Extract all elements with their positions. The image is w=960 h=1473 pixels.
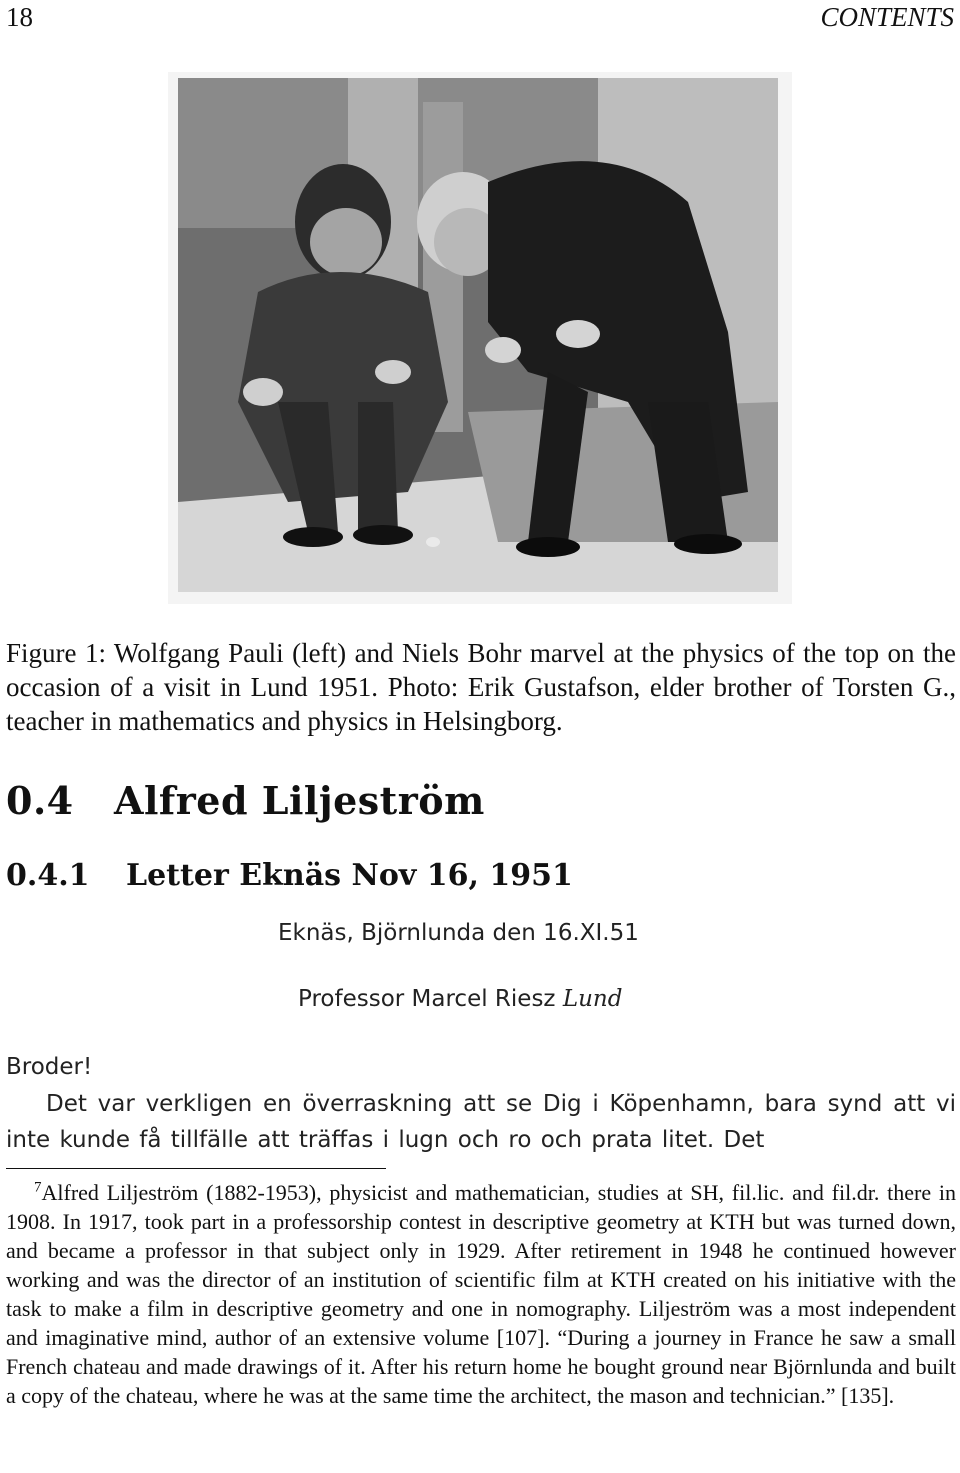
- page-number: 18: [6, 2, 33, 32]
- letter-body: Det var verkligen en överraskning att se Dig i Köpenhamn, bara synd att vi inte kunde få tillfälle att träffas i lugn och ro och prata litet. Det: [6, 1091, 956, 1153]
- section-title: Alfred Liljeström: [114, 778, 485, 823]
- subsection-title: Letter Eknäs Nov 16, 1951: [126, 858, 573, 893]
- addressee-name: Professor Marcel Riesz: [298, 986, 556, 1012]
- figure-caption: Figure 1: Wolfgang Pauli (left) and Niels Bohr marvel at the physics of the top on the occasion of a visit in Lund 1951. Photo: Erik Gustafson, elder brother of Torsten G., teacher in mathematics and physics in Helsingborg.: [6, 638, 956, 736]
- subsection-number: 0.4.1: [6, 858, 90, 893]
- letter-addressee: [298, 986, 622, 1012]
- footnote-text: Alfred Liljeström (1882-1953), physicist and mathematician, studies at SH, fil.lic. and fil.dr. there in 1908. In 1917, took part in a professorship contest in descriptive geometry at KTH but was turned down, and became a professor in that subject only in 1929. After retirement in 1948 he continued however working and was the director of an institution of scientific film at KTH created on his initiative with the task to make a film in descriptive geometry and one in nomography. Liljeström was a most independent and imaginative mind, author of an extensive volume [107]. “During a journey in France he saw a small French chateau and made drawings of it. After his return home he bought ground near Björnlunda and built a copy of the chateau, where he was at the same time the architect, the mason and technician.” [135].: [6, 1180, 956, 1408]
- addressee-city: Lund: [562, 986, 623, 1012]
- footnote-marker: 7: [34, 1179, 42, 1196]
- footnote: [6, 1178, 956, 1410]
- letter-salutation: Broder!: [6, 1054, 93, 1080]
- subsection-heading: [6, 858, 573, 893]
- running-head: CONTENTS: [820, 2, 954, 32]
- section-number: 0.4: [6, 778, 74, 823]
- page-header: [0, 0, 960, 40]
- section-heading: [6, 778, 485, 823]
- footnote-rule: [6, 1168, 386, 1169]
- letter-place-date: Eknäs, Björnlunda den 16.XI.51: [278, 920, 639, 946]
- figure-photo: [168, 72, 792, 604]
